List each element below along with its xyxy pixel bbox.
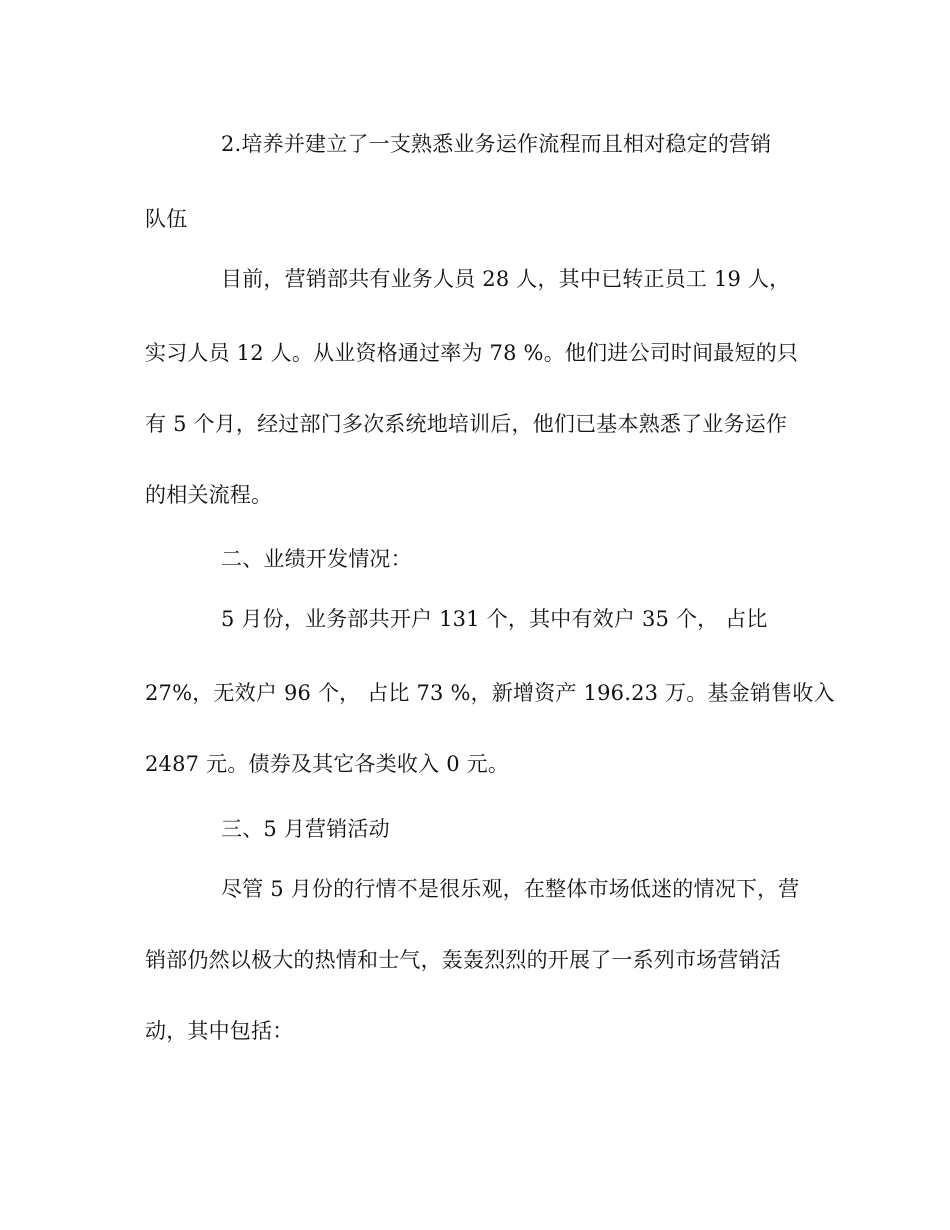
paragraph-line: 实习人员 12 人。从业资格通过率为 78 %。他们进公司时间最短的只 bbox=[145, 341, 799, 365]
paragraph-line: 5 月份，业务部共开户 131 个，其中有效户 35 个， 占比 bbox=[221, 607, 768, 631]
paragraph-line: 销部仍然以极大的热情和士气，轰轰烈烈的开展了一系列市场营销活 bbox=[145, 948, 781, 972]
paragraph-line: 队伍 bbox=[145, 207, 188, 231]
paragraph-line: 27%，无效户 96 个， 占比 73 %，新增资产 196.23 万。基金销售收入 bbox=[145, 681, 835, 705]
paragraph-line: 目前，营销部共有业务人员 28 人，其中已转正员工 19 人， bbox=[221, 267, 791, 291]
section-heading-activities: 三、5 月营销活动 bbox=[221, 817, 390, 841]
paragraph-line: 有 5 个月，经过部门多次系统地培训后，他们已基本熟悉了业务运作 bbox=[145, 412, 788, 436]
paragraph-line: 尽管 5 月份的行情不是很乐观，在整体市场低迷的情况下，营 bbox=[221, 877, 800, 901]
paragraph-line: 2487 元。债券及其它各类收入 0 元。 bbox=[145, 752, 510, 776]
section-heading-performance: 二、业绩开发情况： bbox=[221, 547, 412, 571]
paragraph-line: 动，其中包括： bbox=[145, 1019, 294, 1043]
paragraph-heading-team: 2.培养并建立了一支熟悉业务运作流程而且相对稳定的营销 bbox=[221, 132, 772, 156]
paragraph-line: 的相关流程。 bbox=[145, 483, 273, 507]
